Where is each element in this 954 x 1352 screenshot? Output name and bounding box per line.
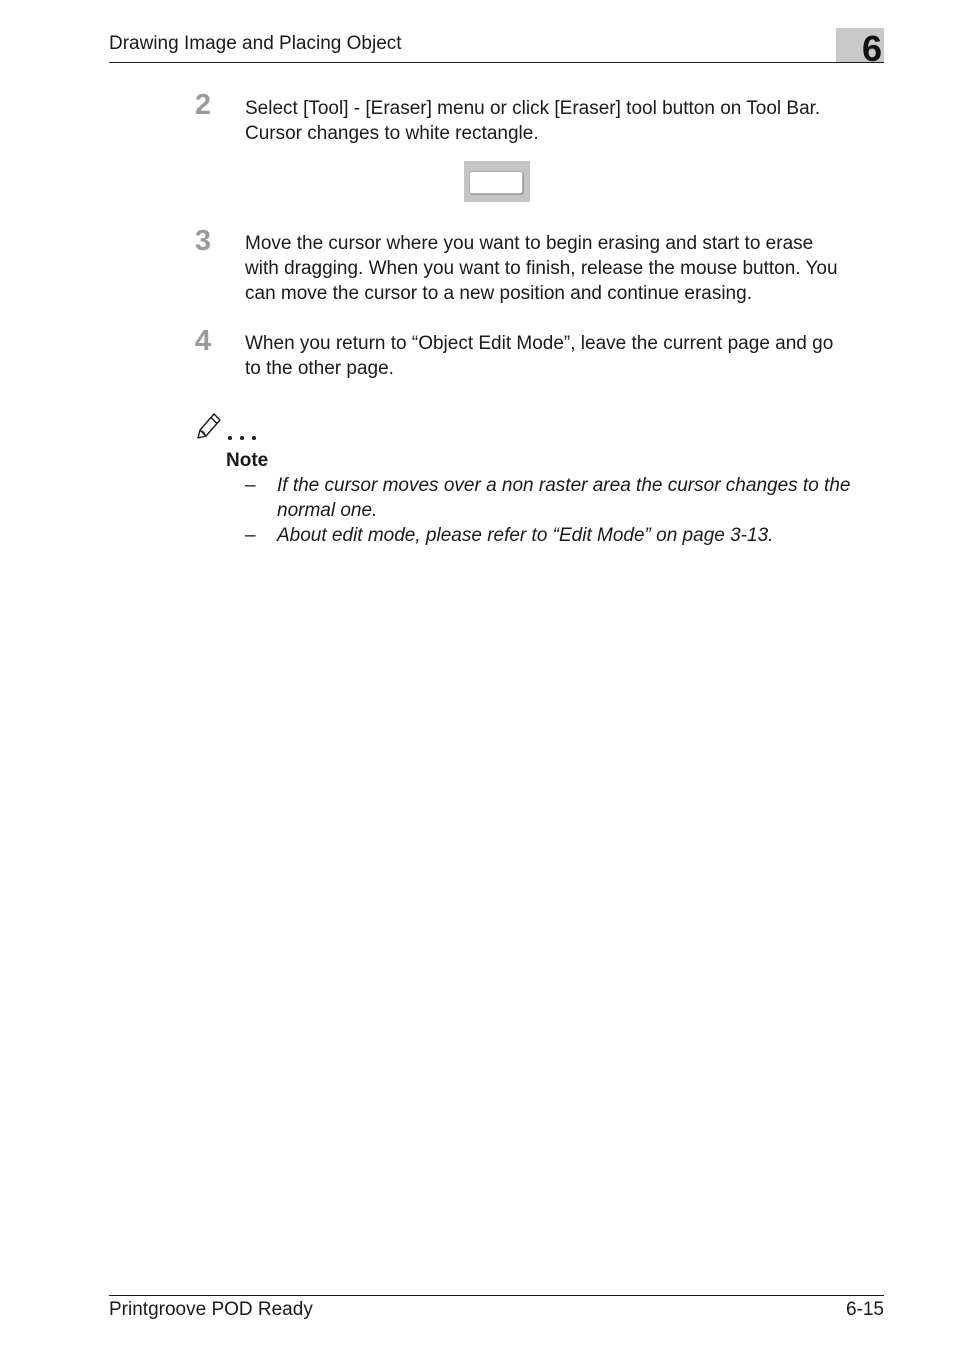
note-bullet: – bbox=[245, 525, 256, 546]
step-text-line: to the other page. bbox=[245, 358, 394, 379]
note-text-line: If the cursor moves over a non raster area the cursor changes to the bbox=[277, 475, 851, 496]
pencil-note-icon bbox=[196, 408, 260, 444]
step-text bbox=[245, 231, 885, 306]
note-text-line: About edit mode, please refer to “Edit Mode” on page 3-13. bbox=[277, 525, 774, 546]
note-bullet: – bbox=[245, 475, 256, 496]
note-item bbox=[245, 473, 885, 523]
step-text bbox=[245, 331, 885, 381]
eraser-cursor-image bbox=[464, 161, 530, 202]
note-label: Note bbox=[226, 450, 269, 471]
step-text-line: When you return to “Object Edit Mode”, leave the current page and go bbox=[245, 333, 834, 354]
footer-page-number: 6-15 bbox=[845, 1299, 884, 1320]
chapter-tab bbox=[836, 28, 884, 69]
footer-divider bbox=[109, 1295, 884, 1296]
note-text-line: normal one. bbox=[277, 500, 378, 521]
step-text-line: Select [Tool] - [Eraser] menu or click [Eraser] tool button on Tool Bar. bbox=[245, 98, 821, 119]
note-item bbox=[245, 523, 885, 548]
chapter-number: 6 bbox=[861, 28, 882, 69]
step-text-line: can move the cursor to a new position and continue erasing. bbox=[245, 283, 752, 304]
step-text-line: Move the cursor where you want to begin erasing and start to erase bbox=[245, 233, 814, 254]
footer-product-name: Printgroove POD Ready bbox=[109, 1299, 313, 1320]
step-number: 4 bbox=[194, 325, 212, 357]
step-text bbox=[245, 96, 885, 146]
step-text-line: with dragging. When you want to finish, release the mouse button. You bbox=[245, 258, 838, 279]
step-number: 3 bbox=[194, 225, 212, 257]
header-divider bbox=[109, 62, 884, 63]
step-text-line: Cursor changes to white rectangle. bbox=[245, 123, 539, 144]
white-rectangle-cursor-icon bbox=[469, 171, 523, 194]
page-header-title: Drawing Image and Placing Object bbox=[109, 33, 402, 54]
step-number: 2 bbox=[194, 89, 212, 121]
